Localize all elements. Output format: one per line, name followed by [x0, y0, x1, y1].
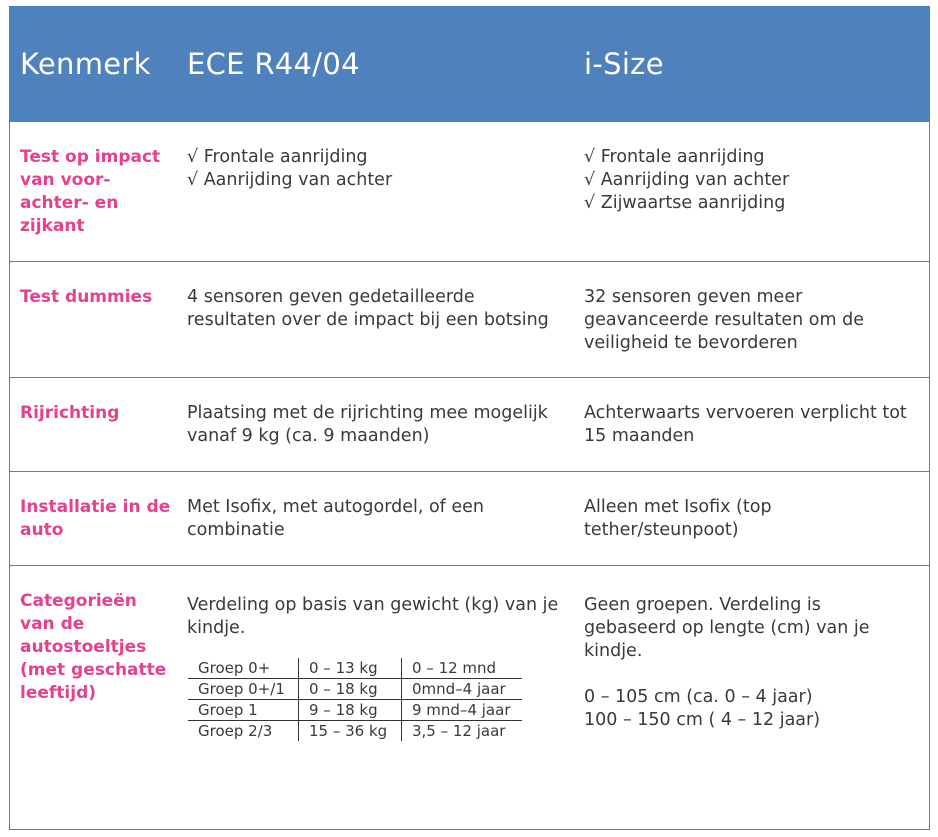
category-age: 0mnd–4 jaar: [402, 679, 523, 700]
isize-cell: Achterwaarts vervoeren verplicht tot 15 maanden: [584, 403, 907, 446]
table-row: [10, 261, 929, 377]
ece-cell: Plaatsing met de rijrichting mee mogelijk vanaf 9 kg (ca. 9 maanden): [187, 403, 548, 446]
category-group: Groep 0+/1: [198, 680, 285, 698]
category-age: 0 – 12 mnd: [402, 658, 523, 679]
category-group: Groep 2/3: [198, 722, 273, 740]
category-age: 9 mnd–4 jaar: [402, 700, 523, 721]
category-age: 3,5 – 12 jaar: [402, 721, 523, 742]
category-group: Groep 0+: [198, 659, 271, 677]
ece-cell: Met Isofix, met autogordel, of een combinatie: [187, 497, 485, 540]
isize-cell: 32 sensoren geven meer geavanceerde resultaten om de veiligheid te bevorderen: [584, 287, 864, 353]
isize-cell: √ Frontale aanrijding √ Aanrijding van achter √ Zijwaartse aanrijding: [584, 147, 790, 213]
header-kenmerk: Kenmerk: [20, 47, 151, 81]
category-group: Groep 1: [198, 701, 258, 719]
isize-cell: Alleen met Isofix (top tether/steunpoot): [584, 497, 772, 540]
category-row: [188, 658, 522, 679]
row-label: Categorieën van de autostoeltjes (met geschatte leeftijd): [20, 591, 167, 703]
table-row: [10, 121, 929, 261]
category-row: [188, 721, 522, 742]
table-row: [10, 565, 929, 829]
header-ece: ECE R44/04: [187, 47, 360, 81]
category-weight: 15 – 36 kg: [299, 721, 402, 742]
table-row: [10, 377, 929, 471]
category-weight: 0 – 18 kg: [299, 679, 402, 700]
category-weight: 9 – 18 kg: [299, 700, 402, 721]
ece-cell: Verdeling op basis van gewicht (kg) van je kindje.: [187, 595, 559, 638]
row-label: Test dummies: [20, 287, 153, 307]
table-header: [10, 7, 929, 121]
category-table: [188, 658, 522, 741]
isize-cell: Geen groepen. Verdeling is gebaseerd op lengte (cm) van je kindje. 0 – 105 cm (ca. 0 – 4 jaar) 100 – 150 cm ( 4 – 12 jaar): [584, 595, 870, 730]
comparison-table: [9, 6, 930, 830]
category-row: [188, 679, 522, 700]
ece-cell: √ Frontale aanrijding √ Aanrijding van achter: [187, 147, 393, 190]
ece-cell: 4 sensoren geven gedetailleerde resultaten over de impact bij een botsing: [187, 287, 549, 330]
row-label: Rijrichting: [20, 403, 120, 423]
header-isize: i-Size: [584, 47, 664, 81]
table-row: [10, 471, 929, 565]
category-row: [188, 700, 522, 721]
row-label: Installatie in de auto: [20, 497, 171, 540]
category-weight: 0 – 13 kg: [299, 658, 402, 679]
row-label: Test op impact van voor- achter- en zijkant: [20, 147, 161, 236]
